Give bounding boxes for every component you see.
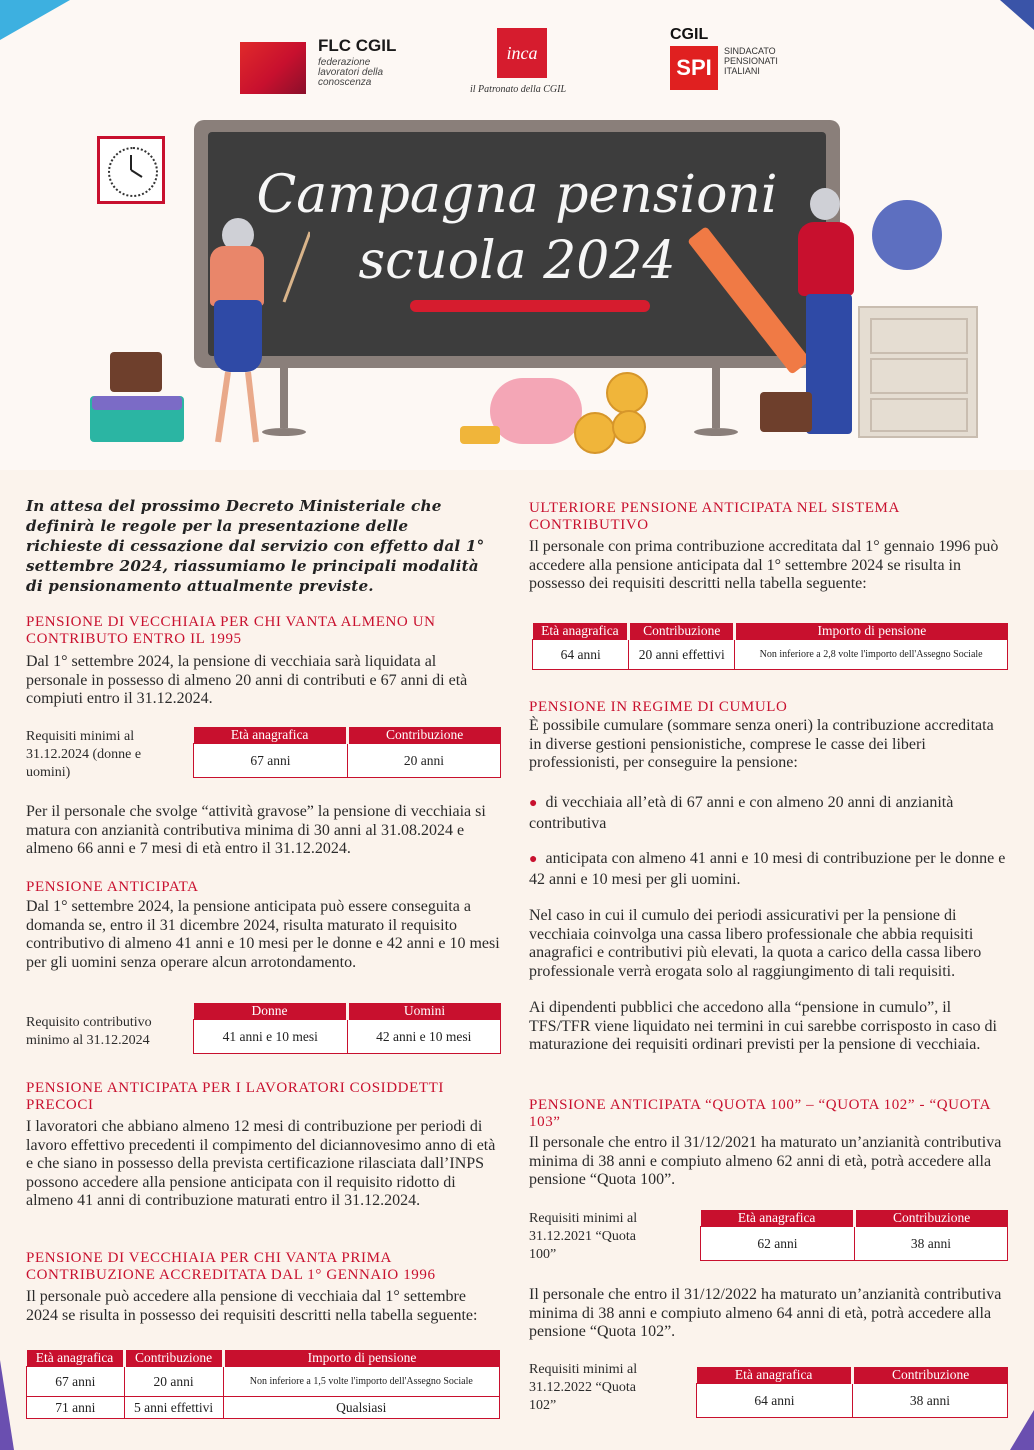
table-cell: 42 anni e 10 mesi: [347, 1020, 501, 1054]
flc-cgil-name: FLC CGIL: [318, 36, 397, 55]
table-header: Età anagrafica: [533, 623, 629, 640]
table-cell: 5 anni effettivi: [124, 1397, 223, 1419]
section-title: PENSIONE ANTICIPATA PER I LAVORATORI COSIDDETTI PRECOCI: [26, 1080, 445, 1113]
section-title: PENSIONE DI VECCHIAIA PER CHI VANTA PRIMA CONTRIBUZIONE ACCREDITATA DAL 1° GENNAIO 1996: [26, 1250, 436, 1283]
section-body: Dal 1° settembre 2024, la pensione anticipata può essere conseguita a domanda se, entro il 31 dicembre 2024, risulta maturato il requisito contributivo di almeno 41 anni e 10 mesi per le donne e 42 anni e 10 mesi per gli uomini senza operare alcun arrotondamento.: [26, 898, 500, 971]
table-cell: 67 anni: [27, 1367, 125, 1397]
title-underline: [410, 300, 650, 312]
requirements-table: [193, 727, 501, 778]
flc-cgil-subtitle: federazione lavoratori della conoscenza: [318, 57, 384, 88]
cgil-name: CGIL: [670, 26, 709, 43]
inca-logo: inca: [497, 28, 547, 78]
table-cell: Non inferiore a 2,8 volte l'importo dell'Assegno Sociale: [735, 640, 1008, 670]
board-foot: [694, 428, 738, 436]
section-body: Per il personale che svolge “attività gravose” la pensione di vecchiaia si matura con anzianità contributiva minima di 30 anni al 31.08.2024 e almeno 66 anni e 7 mesi di età entro il 31.12.2024.: [26, 803, 486, 857]
cabinet-illustration: [858, 306, 978, 438]
corner-decoration: [1010, 1410, 1034, 1450]
spi-subtitle: SINDACATO PENSIONATI ITALIANI: [724, 46, 778, 76]
table-cell: 67 anni: [194, 744, 348, 778]
table-cell: 20 anni: [124, 1367, 223, 1397]
list-item: ● anticipata con almeno 41 anni e 10 mesi di contribuzione per le donne e 42 anni e 10 mesi per gli uomini.: [529, 850, 1006, 888]
table-cell: Non inferiore a 1,5 volte l'importo dell'Assegno Sociale: [223, 1367, 499, 1397]
coin-icon: [606, 372, 648, 414]
flc-cgil-logo: [240, 42, 306, 94]
table-header: Uomini: [347, 1003, 501, 1020]
section-title: PENSIONE DI VECCHIAIA PER CHI VANTA ALMENO UN CONTRIBUTO ENTRO IL 1995: [26, 614, 436, 647]
section-body: Nel caso in cui il cumulo dei periodi assicurativi per la pensione di vecchiaia coinvolga una cassa libero professionale che abbia requisiti anagrafici e contributivi più elevati, la quota a carico della cassa libero professionale verrà erogata solo al raggiungimento di tali requisiti.: [529, 907, 982, 980]
clock-icon: [97, 136, 165, 204]
table-cell: 64 anni: [697, 1384, 853, 1418]
section-title: PENSIONE ANTICIPATA “QUOTA 100” – “QUOTA 102” - “QUOTA 103”: [529, 1097, 991, 1130]
table-label: Requisiti minimi al 31.12.2022 “Quota 102”: [529, 1362, 638, 1413]
spi-logo: SPI: [670, 46, 718, 90]
requirements-table: [696, 1367, 1008, 1418]
man-illustration: [810, 188, 840, 220]
globe-icon: [872, 200, 942, 270]
table-header: Importo di pensione: [735, 623, 1008, 640]
corner-decoration: [0, 1360, 14, 1450]
man-illustration: [806, 294, 852, 434]
corner-decoration: [0, 0, 70, 40]
page-title: Campagna pensioni scuola 2024: [256, 165, 778, 291]
briefcase-icon: [110, 352, 162, 392]
table-header: Donne: [194, 1003, 348, 1020]
table-cell: 20 anni effettivi: [629, 640, 735, 670]
table-cell: 38 anni: [854, 1227, 1007, 1261]
table-cell: 64 anni: [533, 640, 629, 670]
table-header: Importo di pensione: [223, 1350, 499, 1367]
table-cell: 41 anni e 10 mesi: [194, 1020, 348, 1054]
table-header: Contribuzione: [852, 1367, 1007, 1384]
coin-icon: [612, 410, 646, 444]
requirements-table: [193, 1003, 501, 1054]
briefcase-icon: [760, 392, 812, 432]
inca-subtitle: il Patronato della CGIL: [470, 84, 567, 95]
intro-text: In attesa del prossimo Decreto Ministeriale che definirà le regole per la presentazione delle richieste di cessazione dal servizio con effetto dal 1° settembre 2024, riassumiamo le principali modalità di pensionamento attualmente previste.: [26, 497, 485, 595]
section-title: PENSIONE ANTICIPATA: [26, 879, 199, 895]
table-cell: 62 anni: [701, 1227, 855, 1261]
table-header: Contribuzione: [124, 1350, 223, 1367]
section-title: PENSIONE IN REGIME DI CUMULO: [529, 699, 788, 715]
section-body: È possibile cumulare (sommare senza oneri) la contribuzione accreditata in diverse gestioni pensionistiche, comprese le casse dei liberi professionisti, per conseguire la pensione:: [529, 717, 994, 771]
section-body: Il personale può accedere alla pensione di vecchiaia dal 1° settembre 2024 se risulta in possesso dei requisiti descritti nella tabella seguente:: [26, 1288, 478, 1324]
section-body: Il personale con prima contribuzione accreditata dal 1° gennaio 1996 può accedere alla pensione anticipata dal 1° settembre 2024 se risulta in possesso dei requisiti descritti nella tabella seguente:: [529, 538, 999, 592]
board-leg: [712, 366, 720, 428]
table-header: Contribuzione: [854, 1210, 1007, 1227]
books-icon: [92, 396, 182, 410]
requirements-table: [700, 1210, 1008, 1261]
table-header: Età anagrafica: [701, 1210, 855, 1227]
corner-decoration: [1000, 0, 1034, 30]
table-cell: Qualsiasi: [223, 1397, 499, 1419]
section-body: Il personale che entro il 31/12/2022 ha maturato un’anzianità contributiva minima di 38 anni e compiuto almeno 64 anni di età, potrà accedere alla pensione “Quota 102”.: [529, 1286, 1002, 1340]
table-cell: 20 anni: [347, 744, 500, 778]
table-cell: 38 anni: [852, 1384, 1007, 1418]
table-label: Requisiti minimi al 31.12.2021 “Quota 100”: [529, 1211, 638, 1262]
table-label: Requisito contributivo minimo al 31.12.2024: [26, 1015, 152, 1048]
table-header: Contribuzione: [629, 623, 735, 640]
table-cell: 71 anni: [27, 1397, 125, 1419]
list-item: ● di vecchiaia all’età di 67 anni e con almeno 20 anni di anzianità contributiva: [529, 794, 954, 832]
requirements-table: [26, 1350, 500, 1419]
table-header: Età anagrafica: [27, 1350, 125, 1367]
table-header: Età anagrafica: [697, 1367, 853, 1384]
section-body: Dal 1° settembre 2024, la pensione di vecchiaia sarà liquidata al personale in possesso di almeno 20 anni di contributi e 67 anni di età compiuti entro il 31.12.2024.: [26, 653, 468, 707]
table-label: Requisiti minimi al 31.12.2024 (donne e uomini): [26, 729, 142, 780]
section-body: I lavoratori che abbiano almeno 12 mesi di contribuzione per periodi di lavoro effettivo precedenti il compimento del diciannovesimo anno di età e che siano in possesso della prevista certificazione rilasciata dall’INPS possono accedere alla pensione anticipata con il requisito ridotto di almeno 41 anni di contribuzione maturati entro il 31.12.2024.: [26, 1118, 496, 1209]
requirements-table: [532, 623, 1008, 670]
section-body: Ai dipendenti pubblici che accedono alla “pensione in cumulo”, il TFS/TFR viene liquidato nei termini in cui sarebbe corrisposto in caso di maturazione dei requisiti ordinari previsti per la pensione di vecchiaia.: [529, 999, 997, 1053]
piggy-bank-icon: [490, 378, 582, 444]
man-illustration: [798, 222, 854, 296]
table-header: Età anagrafica: [194, 727, 348, 744]
table-header: Contribuzione: [347, 727, 500, 744]
teacher-pointer-icon: [200, 220, 310, 450]
section-body: Il personale che entro il 31/12/2021 ha maturato un’anzianità contributiva minima di 38 anni e compiuto almeno 62 anni di età, potrà accedere alla pensione “Quota 100”.: [529, 1134, 1002, 1188]
coin-stack-icon: [460, 426, 500, 444]
coin-icon: [574, 412, 616, 454]
section-title: ULTERIORE PENSIONE ANTICIPATA NEL SISTEMA CONTRIBUTIVO: [529, 500, 900, 533]
